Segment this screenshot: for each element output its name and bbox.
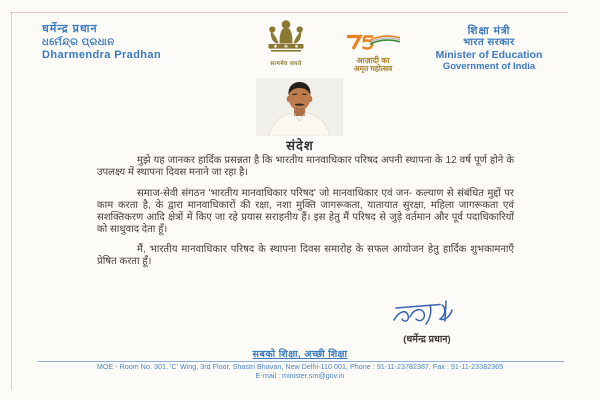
letter-body [97,155,514,277]
amrit-logo-line2: अमृत महोत्सव [353,64,393,73]
scan-artifact-left [11,12,12,390]
signature-ink [392,299,462,336]
national-emblem-icon [263,42,309,59]
ministry-block [424,25,554,73]
ministry-title-english: Minister of Education [435,49,543,61]
emblem-motto: सत्यमेव जयते [270,61,302,67]
national-emblem-block [258,17,314,67]
minister-name-block [42,23,161,62]
letter-paragraph-2: समाज-सेवी संगठन 'भारतीय मानवाधिकार परिषद' जो मानवाधिकार एवं जन- कल्याण से संबंधित मुद्दों पर काम करता है, के द्वारा मानवाधिकारों की रक्षा, नशा मुक्ति जागरूकता, यातायात सुरक्षा, महिला जागरूकता एवं सशक्तिकरण आदि क्षेत्रों में किए जा रहे प्रयास सराहनीय हैं। इस हेतु मैं परिषद से जुड़े वर्तमान और पूर्व पदाधिकारियों को साधुवाद देता हूँ। [97,187,514,235]
minister-name-english: Dharmendra Pradhan [42,49,162,61]
footer-email: E-mail : minister.sm@gov.in [255,370,345,380]
amrit-logo-line1: आज़ादी का [356,56,390,65]
amrit-75-flag-icon [343,38,403,55]
government-hindi: भारत सरकार [463,37,515,48]
amrit-mahotsav-logo [330,33,416,73]
signature-name: (धर्मेन्द्र प्रधान) [403,334,451,345]
ministry-title-hindi: शिक्षा मंत्री [467,25,511,37]
minister-name-odia: ଧର୍ମେନ୍ଦ୍ର ପ୍ରଧାନ [42,37,115,48]
government-english: Government of India [442,61,536,72]
letter-heading: संदेश [286,138,314,153]
letter-paragraph-3: मैं, भारतीय मानवाधिकार परिषद के स्थापना दिवस समारोह के सफल आयोजन हेतु हार्दिक शुभकामनाएँ प्रेषित करता हूँ। [97,244,514,268]
footer-contact [0,363,600,380]
ministry-tagline: सबको शिक्षा, अच्छी शिक्षा [252,349,348,360]
minister-portrait [256,78,343,136]
minister-name-hindi: धर्मेन्द्र प्रधान [42,23,98,35]
footer-address: MOE - Room No. 301, 'C' Wing, 3rd Floor, Shastri Bhavan, New Delhi-110 001, Phone : 91-11-23782387, Fax : 91-11-23382365 [96,362,504,371]
letter-paragraph-1: मुझे यह जानकर हार्दिक प्रसन्नता है कि भारतीय मानवाधिकार परिषद अपनी स्थापना के 12 वर्ष पूर्ण होने के उपलक्ष्य में स्थापना दिवस मनाने जा रहा है। [97,155,514,178]
scan-artifact-top [10,12,568,13]
